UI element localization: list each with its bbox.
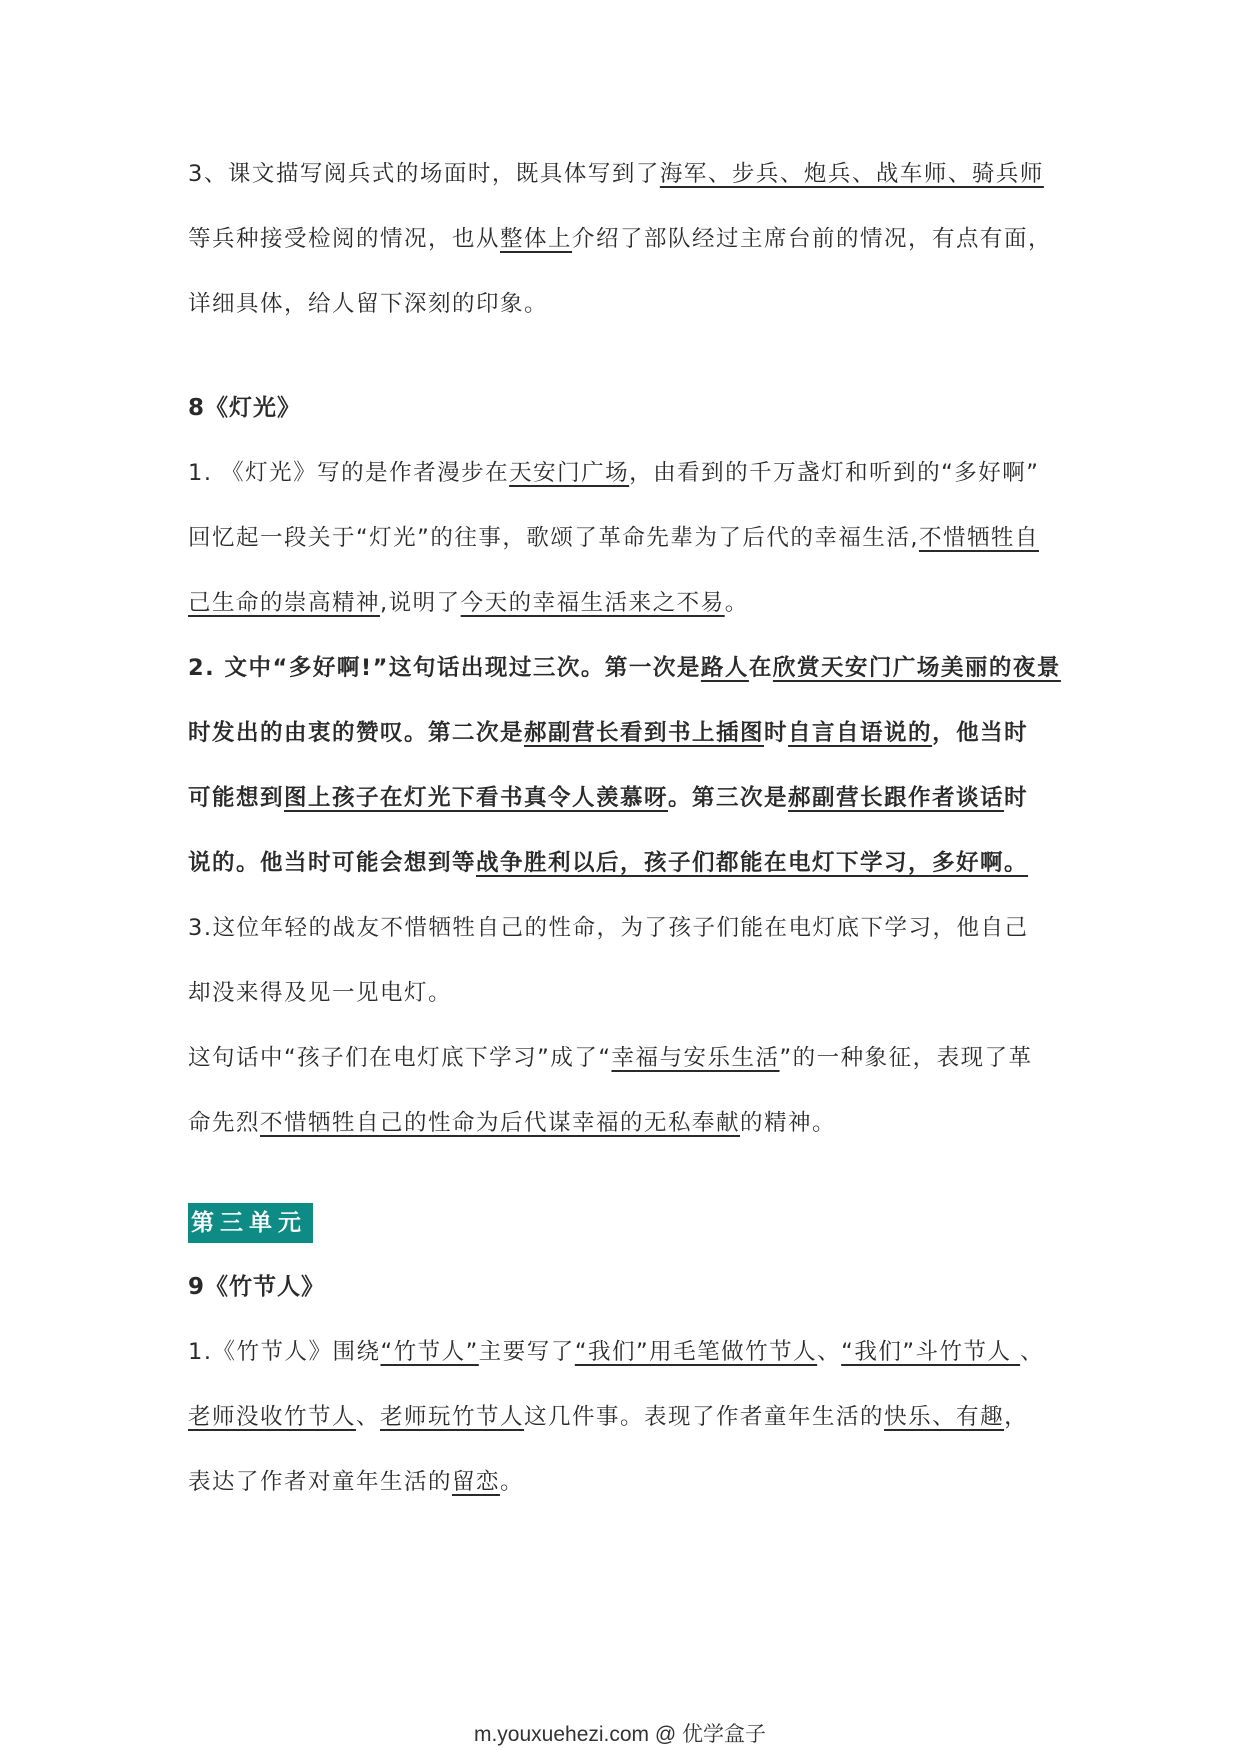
text-run: ，	[1004, 1404, 1029, 1430]
text-line	[188, 844, 1063, 909]
underlined-phrase: 老师没收竹节人	[188, 1404, 357, 1430]
lesson-9-paragraph-1	[188, 1333, 1063, 1528]
text-line	[188, 1333, 1063, 1398]
text-run: 详细具体，给人留下深刻的印象。	[188, 291, 549, 317]
text-run: 说的。他当时可能会想到等	[188, 850, 477, 876]
underlined-phrase: 路人	[700, 655, 749, 681]
underlined-phrase: 己生命的崇高精神	[188, 590, 381, 616]
text-line	[188, 714, 1063, 779]
lesson-8-title: 8《灯光》	[188, 395, 302, 421]
text-run: 、	[356, 1404, 381, 1430]
underlined-phrase: 海军、步兵、炮兵、战车师、骑兵师	[659, 161, 1044, 187]
underlined-phrase: 天安门广场	[509, 460, 630, 486]
text-line	[188, 584, 1063, 649]
underlined-phrase: 战争胜利以后，孩子们都能在电灯下学习，多好啊。	[476, 850, 1029, 876]
underlined-phrase: 留恋	[452, 1469, 501, 1495]
text-run: 3、课文描写阅兵式的场面时，既具体写到了	[188, 161, 660, 187]
text-line	[188, 155, 1063, 220]
text-run: 等兵种接受检阅的情况，也从	[188, 226, 501, 252]
text-run: ,说明了	[380, 590, 461, 616]
text-line	[188, 909, 1063, 974]
text-run: ”的一种象征，表现了革	[779, 1045, 1033, 1071]
text-run: 。第三次是	[668, 785, 789, 811]
underlined-phrase: 今天的幸福生活来之不易	[460, 590, 725, 616]
text-line	[188, 519, 1063, 584]
text-line	[188, 649, 1063, 714]
underlined-phrase: 郝副营长看到书上插图	[524, 720, 765, 746]
lesson-8-paragraph-1	[188, 454, 1063, 649]
lesson-9-title: 9《竹节人》	[188, 1274, 326, 1300]
spacer	[188, 1169, 1063, 1203]
text-run: 在	[748, 655, 773, 681]
text-run: 。	[500, 1469, 525, 1495]
unit-3-badge: 第三单元	[188, 1203, 313, 1243]
text-line	[188, 779, 1063, 844]
footer-watermark: m.youxuehezi.com @ 优学盒子	[473, 1723, 767, 1746]
text-run: 这几件事。表现了作者童年生活的	[524, 1404, 885, 1430]
paragraph-prev-3	[188, 155, 1063, 350]
text-run: ，他当时	[932, 720, 1029, 746]
text-run: 回忆起一段关于“灯光”的往事，歌颂了革命先辈为了后代的幸福生活,	[188, 525, 919, 551]
text-run: 3.这位年轻的战友不惜牺牲自己的性命，为了孩子们能在电灯底下学习，他自己	[188, 915, 1029, 941]
text-line	[188, 1463, 1063, 1528]
text-run: 1. 《灯光》写的是作者漫步在	[188, 460, 510, 486]
underlined-phrase: 不惜牺牲自己的性命为后代谋幸福的无私奉献	[260, 1110, 741, 1136]
text-line	[188, 974, 1063, 1039]
underlined-phrase: 自言自语说的	[788, 720, 933, 746]
lesson-8-paragraph-2	[188, 649, 1063, 909]
text-run: 。	[724, 590, 749, 616]
underlined-phrase: 快乐、有趣	[884, 1404, 1005, 1430]
text-line	[188, 454, 1063, 519]
text-run: 、	[1020, 1339, 1045, 1365]
text-line	[188, 1039, 1063, 1104]
text-run: 时发出的由衷的赞叹。第二次是	[188, 720, 525, 746]
underlined-phrase: 郝副营长跟作者谈话	[788, 785, 1005, 811]
underlined-phrase: 整体上	[500, 226, 573, 252]
lesson-8-paragraph-3	[188, 909, 1063, 1169]
text-run: 这句话中“孩子们在电灯底下学习”成了“	[188, 1045, 612, 1071]
text-run: 时	[764, 720, 789, 746]
text-run: 命先烈	[188, 1110, 261, 1136]
underlined-phrase: 图上孩子在灯光下看书真令人羡慕呀	[284, 785, 669, 811]
spacer	[188, 350, 1063, 389]
text-run: 1.《竹节人》围绕	[188, 1339, 381, 1365]
text-line	[188, 220, 1063, 285]
text-line	[188, 285, 1063, 350]
unit-3-badge-row	[188, 1203, 1063, 1268]
text-run: 却没来得及见一见电灯。	[188, 980, 453, 1006]
underlined-phrase: 欣赏天安门广场美丽的夜景	[772, 655, 1061, 681]
underlined-phrase: “竹节人”	[380, 1339, 479, 1365]
text-run: 2. 文中“多好啊!”这句话出现过三次。第一次是	[188, 655, 701, 681]
text-line	[188, 1398, 1063, 1463]
underlined-phrase: “我们”用毛笔做竹节人	[574, 1339, 818, 1365]
text-run: 主要写了	[478, 1339, 575, 1365]
text-run: 、	[817, 1339, 842, 1365]
underlined-phrase: 不惜牺牲自	[918, 525, 1039, 551]
text-run: ，由看到的千万盏灯和听到的“多好啊”	[629, 460, 1040, 486]
text-run: 表达了作者对童年生活的	[188, 1469, 453, 1495]
text-line	[188, 1104, 1063, 1169]
text-run: 可能想到	[188, 785, 285, 811]
underlined-phrase: 幸福与安乐生活	[611, 1045, 780, 1071]
underlined-phrase: 老师玩竹节人	[380, 1404, 525, 1430]
text-run: 介绍了部队经过主席台前的情况，有点有面，	[572, 226, 1053, 252]
document-content	[188, 155, 1063, 1528]
text-run: 的精神。	[740, 1110, 837, 1136]
text-run: 时	[1004, 785, 1029, 811]
underlined-phrase: “我们”斗竹节人	[841, 1339, 1021, 1365]
